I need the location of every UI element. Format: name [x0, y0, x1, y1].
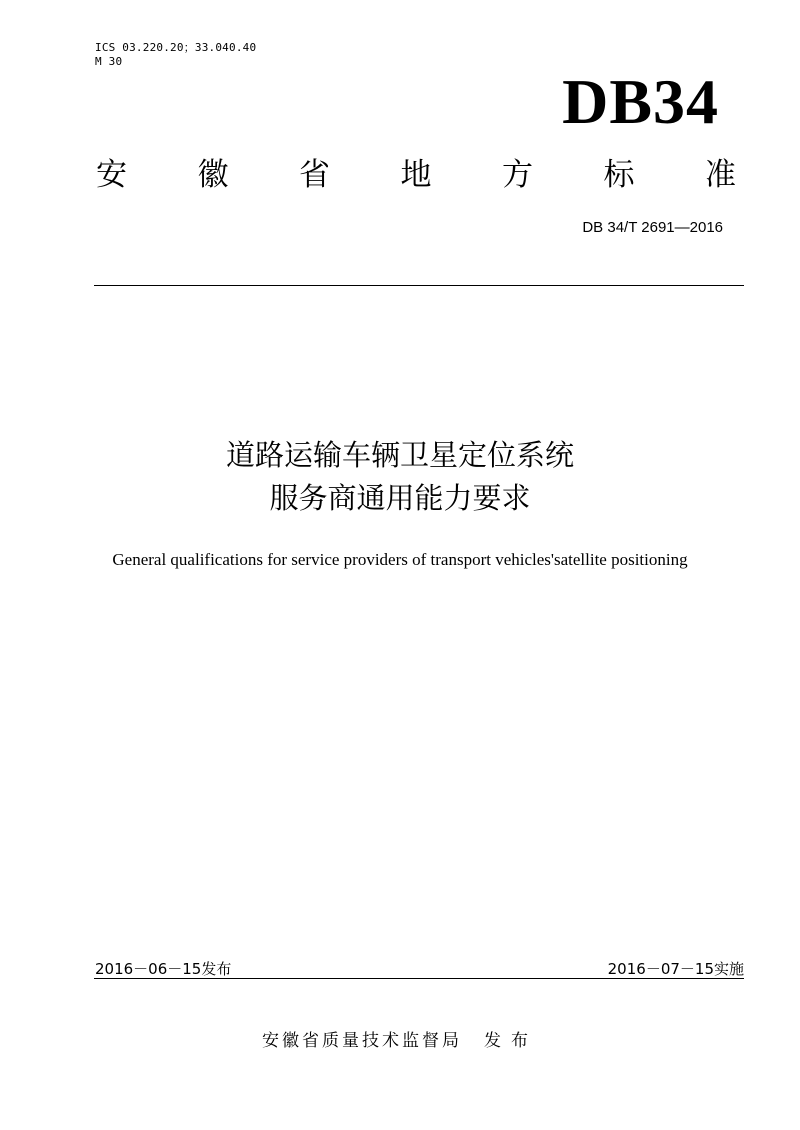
standard-type-char: 方 [502, 157, 533, 193]
standard-type-char: 省 [299, 157, 330, 193]
ccs-code: M 30 [95, 55, 123, 68]
top-divider [94, 285, 744, 286]
document-title-line-1: 道路运输车辆卫星定位系统 [225, 438, 574, 472]
bottom-divider [94, 978, 744, 979]
publisher-name: 安徽省质量技术监督局 [262, 1031, 462, 1051]
classification-codes [95, 41, 256, 69]
standard-number: DB 34/T 2691—2016 [582, 219, 723, 236]
standard-type-char: 地 [400, 157, 432, 193]
issue-date: 2016－06－15发布 [95, 960, 232, 978]
standard-type-char: 徽 [197, 157, 229, 193]
publisher-line [0, 1030, 800, 1052]
ics-code: ICS 03.220.20；33.040.40 [95, 41, 257, 54]
document-title-english: General qualifications for service providers of transport vehicles'satellite positioning [112, 550, 688, 569]
publisher-action: 发布 [484, 1031, 538, 1051]
implementation-date: 2016－07－15实施 [607, 960, 744, 978]
standard-type-char: 安 [96, 157, 127, 193]
standard-type-char: 准 [705, 157, 736, 193]
standard-code: DB34 [562, 66, 719, 137]
document-title-line-2: 服务商通用能力要求 [269, 481, 531, 515]
standard-type-char: 标 [603, 157, 635, 193]
standard-type-heading [96, 153, 736, 197]
